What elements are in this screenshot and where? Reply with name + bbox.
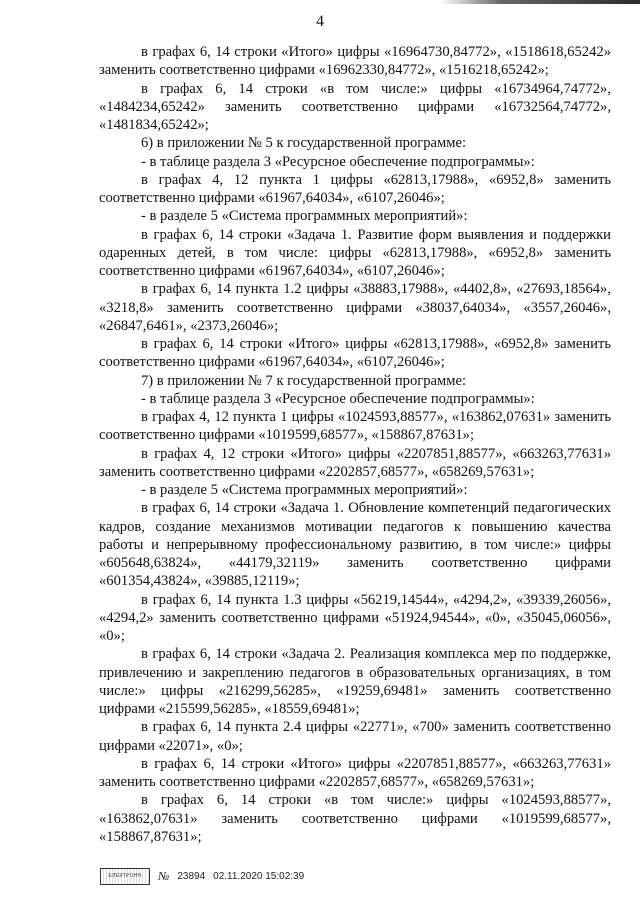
- paragraph: в графах 6, 14 строки «в том числе:» цифры «1024593,88577», «163862,07631» заменить соответственно цифрами «1019599,68577», «158867,87631»;: [99, 792, 611, 845]
- paragraph: в графах 6, 14 строки «Задача 2. Реализация комплекса мер по поддержке, привлечению и закреплению педагогов в образовательных организациях, в том числе:» цифры «216299,56285», «19259,69481» заменить соответственно цифрами «215599,56285», «18559,69481»;: [99, 646, 611, 717]
- paragraph: - в разделе 5 «Система программных мероприятий»:: [141, 482, 468, 498]
- paragraph: - в таблице раздела 3 «Ресурсное обеспечение подпрограммы»:: [141, 390, 535, 407]
- document-number: 23894: [177, 870, 206, 882]
- paragraph: в графах 4, 12 пункта 1 цифры «62813,17988», «6952,8» заменить соответственно цифрами «61967,64034», «6107,26046»;: [99, 171, 611, 206]
- paragraph: в графах 6, 14 строки «Итого» цифры «62813,17988», «6952,8» заменить соответственно цифрами «61967,64034», «6107,26046»;: [99, 336, 611, 371]
- paragraph: 7) в приложении № 7 к государственной программе:: [141, 372, 467, 389]
- paragraph: в графах 6, 14 строки «Итого» цифры «2207851,88577», «663263,77631» заменить соответственно цифрами «2202857,68577», «658269,57631»;: [99, 755, 611, 790]
- paragraph: в графах 6, 14 пункта 1.3 цифры «56219,14544», «4294,2», «39339,26056», «4294,2» заменить соответственно цифрами «51924,94544», «0», «35045,06056», «0»;: [99, 591, 611, 644]
- paragraph: в графах 4, 12 строки «Итого» цифры «2207851,88577», «663263,77631» заменить соответственно цифрами «2202857,68577», «658269,57631»;: [99, 445, 611, 480]
- scan-edge-mark: [440, 0, 640, 4]
- paragraph: в графах 4, 12 пункта 1 цифры «1024593,88577», «163862,07631» заменить соответственно цифрами «1019599,68577», «158867,87631»;: [99, 409, 611, 444]
- electronic-document-logo: ЕЛЕКТРОНН: [100, 868, 150, 885]
- paragraph: в графах 6, 14 строки «Задача 1. Развитие форм выявления и поддержки одаренных детей, в том числе: цифры «62813,17988», «6952,8» заменить соответственно цифрами «61967,64034», «6107,26046»;: [99, 226, 611, 279]
- paragraph: в графах 6, 14 пункта 2.4 цифры «22771», «700» заменить соответственно цифрами «22071», «0»;: [99, 719, 611, 754]
- paragraph: в графах 6, 14 строки «Задача 1. Обновление компетенций педагогических кадров, создание механизмов мотивации педагогов к повышению качества работы и непрерывному профессиональному развитию, в том числе:» цифры «605648,63824», «44179,32119» заменить соответственно цифрами «601354,43824», «39885,12119»;: [99, 500, 611, 590]
- number-symbol: №: [158, 868, 170, 883]
- paragraph: в графах 6, 14 строки «Итого» цифры «16964730,84772», «1518618,65242» заменить соответственно цифрами «16962330,84772», «1516218,65242»;: [99, 44, 611, 79]
- page-number: 4: [316, 13, 324, 30]
- paragraph: в графах 6, 14 пункта 1.2 цифры «38883,17988», «4402,8», «27693,18564», «3218,8» заменить соответственно цифрами «38037,64034», «3557,26046», «26847,6461», «2373,26046»;: [99, 281, 611, 334]
- paragraph: - в таблице раздела 3 «Ресурсное обеспечение подпрограммы»:: [141, 153, 535, 170]
- paragraph: - в разделе 5 «Система программных мероприятий»:: [141, 208, 468, 225]
- document-body: [99, 43, 611, 846]
- document-datetime: 02.11.2020 15:02:39: [213, 870, 305, 882]
- paragraph: 6) в приложении № 5 к государственной программе:: [141, 135, 467, 152]
- paragraph: в графах 6, 14 строки «в том числе:» цифры «16734964,74772», «1484234,65242» заменить соответственно цифрами «16732564,74772», «1481834,65242»;: [99, 80, 611, 133]
- document-footer: [100, 868, 304, 884]
